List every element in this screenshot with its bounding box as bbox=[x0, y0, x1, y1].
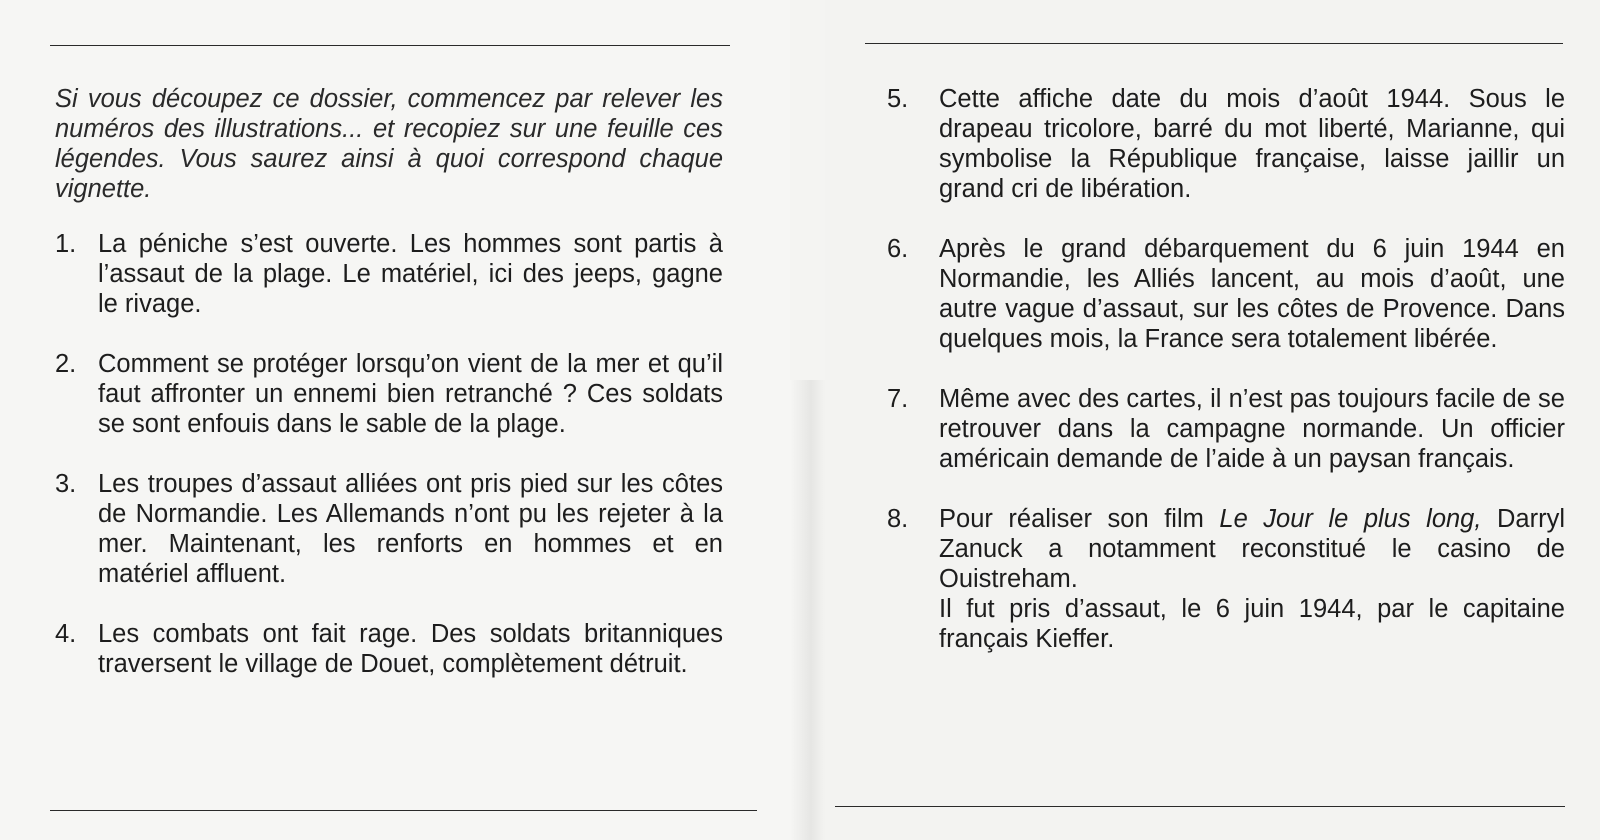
caption-item-8 bbox=[887, 504, 1565, 654]
caption-text: Même avec des cartes, il n’est pas toujours facile de se retrouver dans la campagne normande. Un officier américain demande de l’aide à un paysan français. bbox=[939, 385, 1565, 473]
caption-text-second: Il fut pris d’assaut, le 6 juin 1944, par le capitaine français Kieffer. bbox=[939, 595, 1565, 653]
caption-item-5 bbox=[887, 84, 1565, 204]
caption-text-start: Pour réaliser son film bbox=[939, 505, 1220, 533]
top-rule-right bbox=[865, 43, 1563, 44]
caption-number: 2. bbox=[55, 350, 77, 378]
caption-number: 6. bbox=[887, 235, 909, 263]
bottom-rule-left bbox=[50, 810, 757, 811]
caption-item-7 bbox=[887, 384, 1565, 474]
caption-number: 7. bbox=[887, 385, 909, 413]
caption-text: La péniche s’est ouverte. Les hommes sont partis à l’assaut de la plage. Le matériel, ici des jeeps, gagne le rivage. bbox=[98, 230, 723, 318]
caption-item-6 bbox=[887, 234, 1565, 354]
caption-item-4 bbox=[55, 619, 723, 679]
caption-list-left bbox=[55, 229, 723, 709]
caption-text bbox=[939, 504, 1565, 594]
caption-item-2 bbox=[55, 349, 723, 439]
caption-number: 8. bbox=[887, 505, 909, 533]
bottom-rule-right bbox=[835, 806, 1565, 807]
caption-text: Après le grand débarquement du 6 juin 1944 en Normandie, les Alliés lancent, au mois d’août, une autre vague d’assaut, sur les côtes de Provence. Dans quelques mois, la France sera totalement libérée. bbox=[939, 235, 1565, 353]
film-title: Le Jour le plus long, bbox=[1219, 505, 1482, 533]
caption-item-1 bbox=[55, 229, 723, 319]
caption-number: 1. bbox=[55, 230, 77, 258]
caption-text-end: Darryl Zanuck a notamment reconstitué le casino de Ouistreham. bbox=[939, 505, 1565, 593]
caption-number: 3. bbox=[55, 470, 77, 498]
caption-text: Les combats ont fait rage. Des soldats britanniques traversent le village de Douet, complètement détruit. bbox=[98, 620, 723, 678]
caption-number: 4. bbox=[55, 620, 77, 648]
top-rule-left bbox=[50, 45, 730, 46]
caption-text: Les troupes d’assaut alliées ont pris pied sur les côtes de Normandie. Les Allemands n’ont pu les rejeter à la mer. Maintenant, les renforts en hommes et en matériel affluent. bbox=[98, 470, 723, 588]
intro-paragraph: Si vous découpez ce dossier, commencez par relever les numéros des illustrations... et recopiez sur une feuille ces légendes. Vous saurez ainsi à quoi correspond chaque vignette. bbox=[55, 85, 723, 203]
caption-number: 5. bbox=[887, 85, 909, 113]
caption-list-right bbox=[887, 84, 1565, 684]
page-fold bbox=[790, 380, 825, 840]
caption-item-3 bbox=[55, 469, 723, 589]
caption-text: Cette affiche date du mois d’août 1944. Sous le drapeau tricolore, barré du mot liberté, Marianne, qui symbolise la République française, laisse jaillir un grand cri de libération. bbox=[939, 85, 1565, 203]
caption-text: Comment se protéger lorsqu’on vient de la mer et qu’il faut affronter un ennemi bien retranché ? Ces soldats se sont enfouis dans le sable de la plage. bbox=[98, 350, 723, 438]
